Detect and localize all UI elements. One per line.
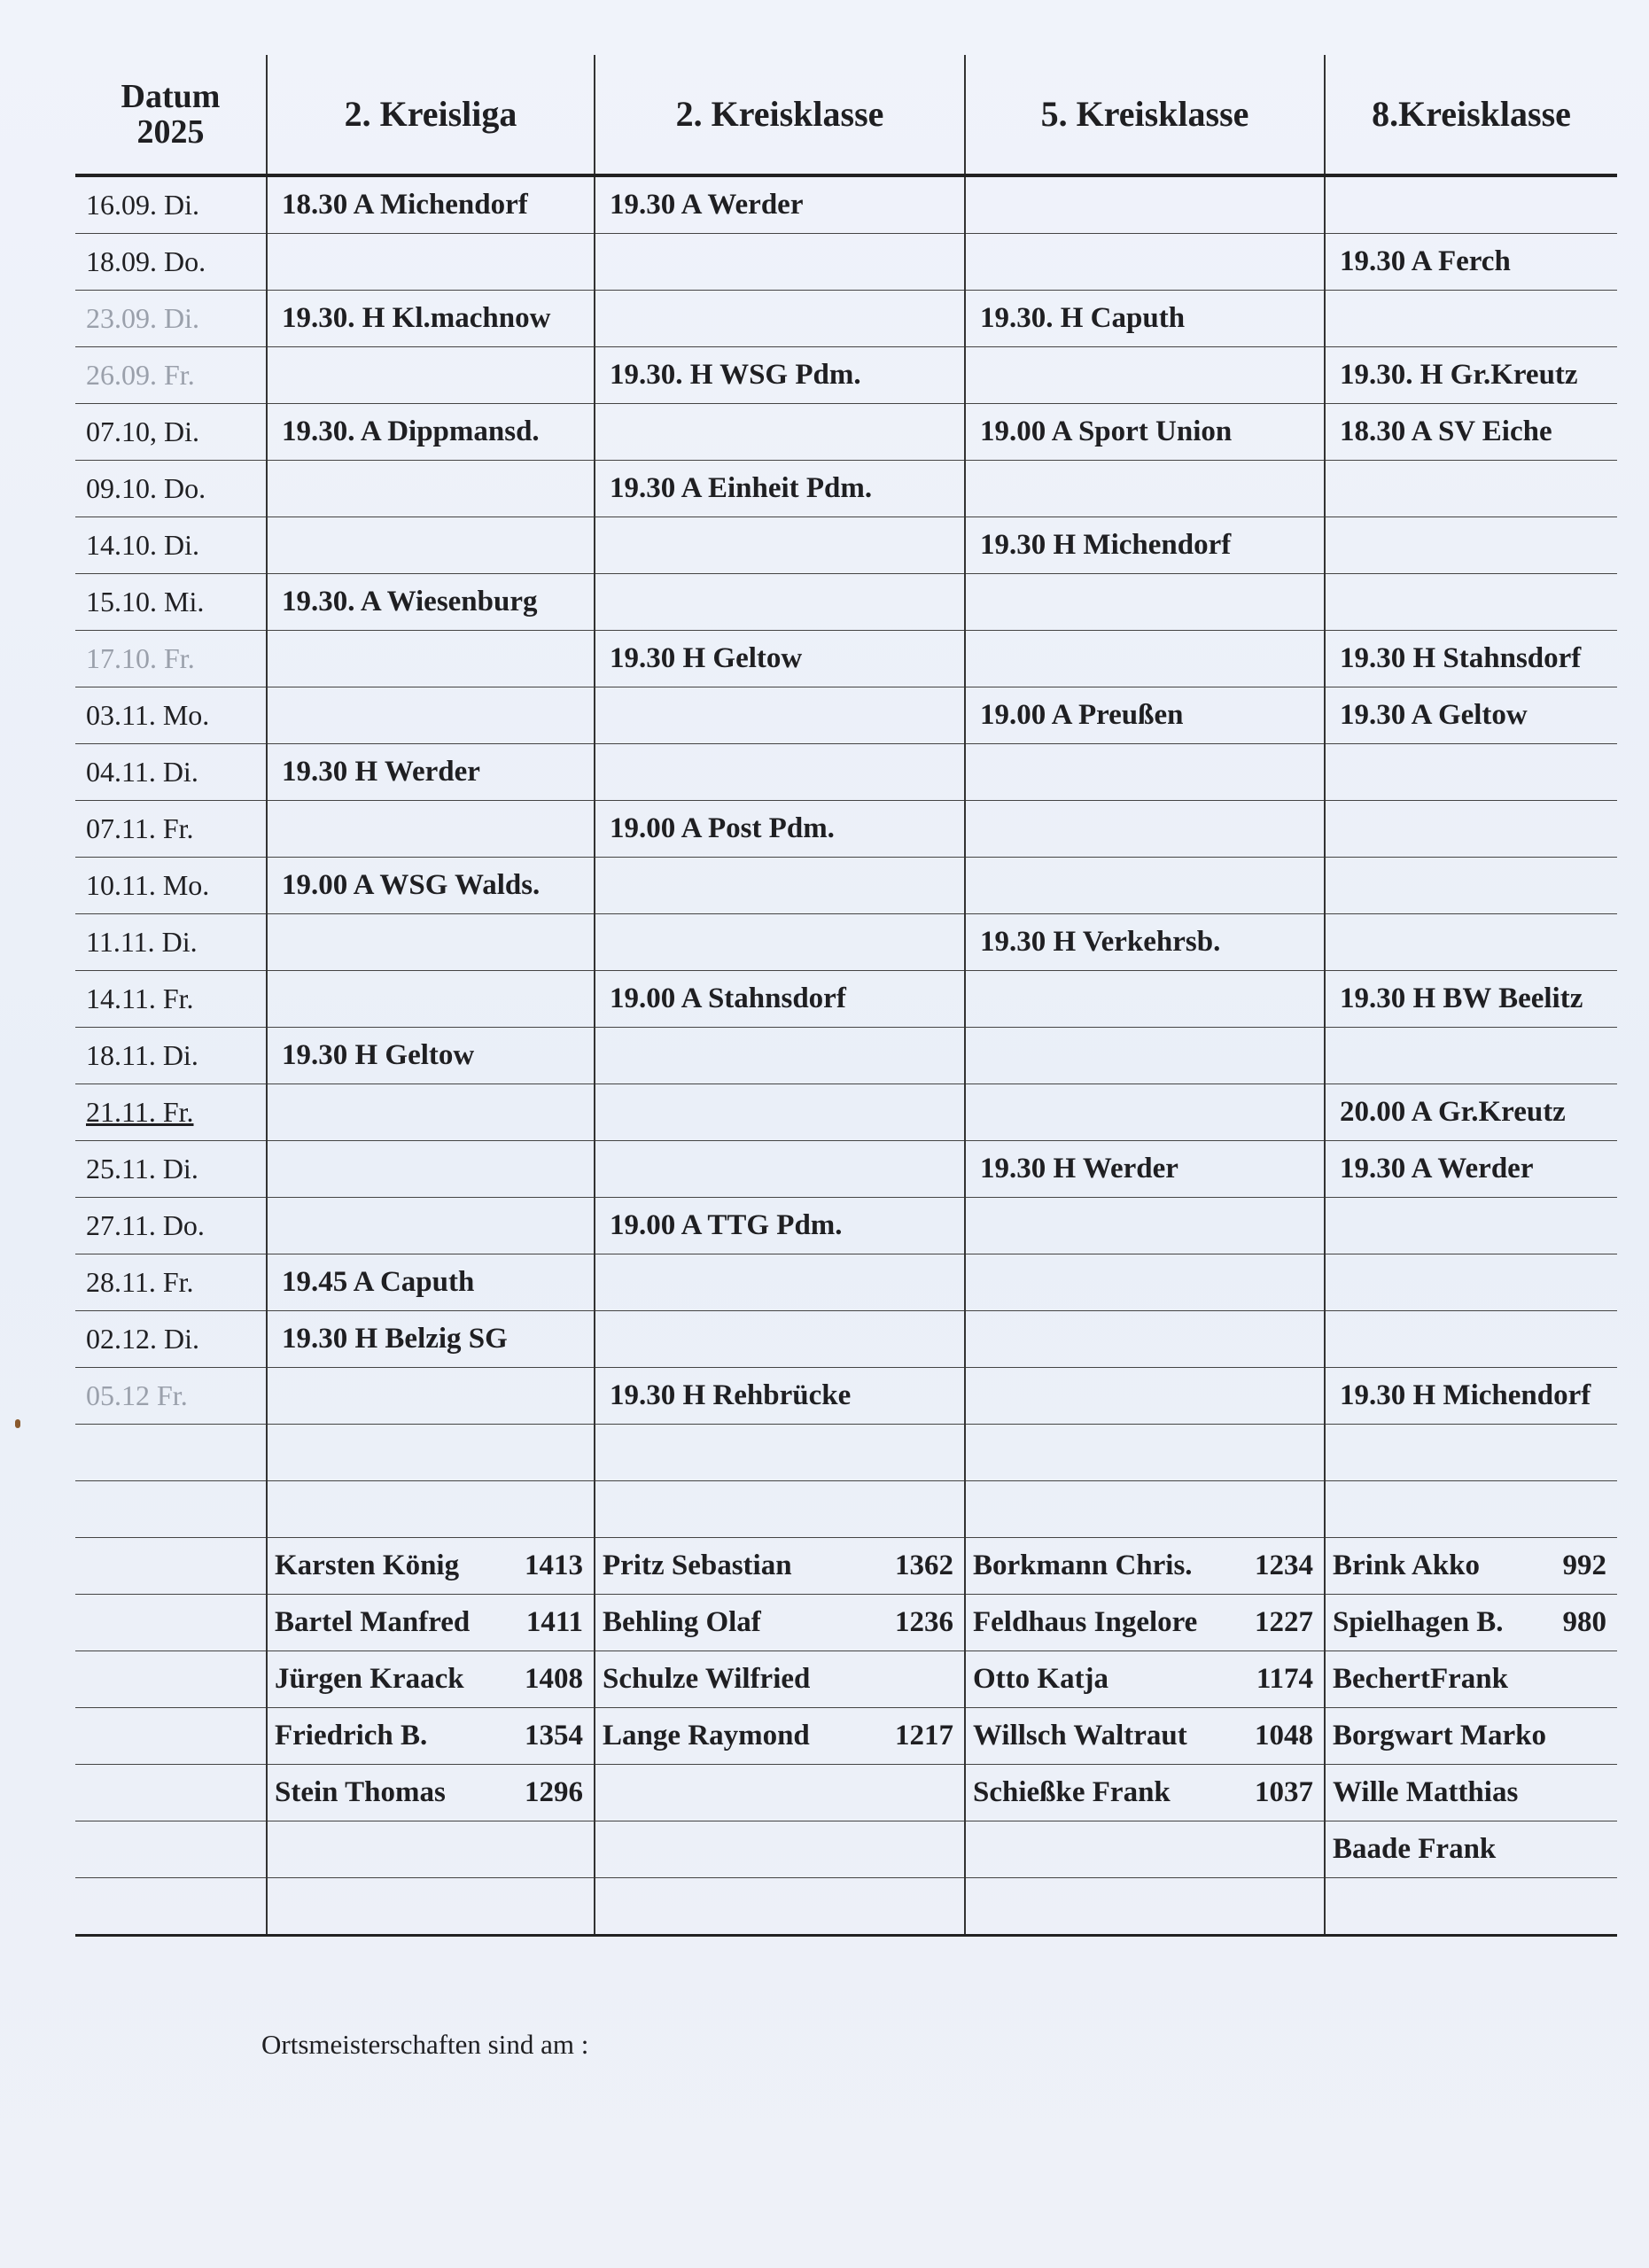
player-cell-kreisklasse-2 [595, 1765, 965, 1821]
player-name: Willsch Waltraut [973, 1720, 1187, 1751]
date-text: 15.10. Mi. [86, 586, 205, 617]
schedule-row [75, 631, 1617, 687]
player-entry [973, 1550, 1318, 1582]
player-row [75, 1708, 1617, 1765]
date-column-header [75, 55, 267, 175]
match-cell-kreisklasse-5: 19.30 H Verkehrsb. [965, 914, 1325, 971]
date-cell [75, 744, 267, 801]
schedule-row [75, 234, 1617, 291]
player-entry [1333, 1663, 1612, 1696]
header-kreisklasse-5: 5. Kreisklasse [965, 55, 1325, 175]
date-text: 21.11. Fr. [86, 1096, 194, 1128]
match-cell-kreisklasse-2: 19.00 A Stahnsdorf [595, 971, 965, 1028]
match-cell-kreisklasse-8 [1325, 801, 1617, 858]
date-cell [75, 631, 267, 687]
match-cell-kreisklasse-2 [595, 234, 965, 291]
match-cell-kreisklasse-8: 19.30 H Michendorf [1325, 1368, 1617, 1425]
match-cell-kreisklasse-5: 19.30 H Werder [965, 1141, 1325, 1198]
player-name: Karsten König [275, 1550, 460, 1581]
player-entry [275, 1720, 588, 1752]
match-cell-kreisliga-2: 19.30. A Wiesenburg [267, 574, 595, 631]
schedule-table [75, 55, 1617, 1937]
schedule-row [75, 1198, 1617, 1254]
match-cell-kreisklasse-8 [1325, 1254, 1617, 1311]
player-cell-kreisliga-2 [267, 1821, 595, 1878]
player-entry [275, 1776, 588, 1809]
date-cell [75, 1311, 267, 1368]
date-cell [75, 914, 267, 971]
player-name: Pritz Sebastian [603, 1550, 792, 1581]
match-cell-kreisklasse-5: 19.00 A Sport Union [965, 404, 1325, 461]
schedule-row [75, 1141, 1617, 1198]
player-cell-kreisklasse-8 [1325, 1651, 1617, 1708]
schedule-row [75, 1254, 1617, 1311]
date-text: 03.11. Mo. [86, 699, 210, 731]
player-cell-kreisklasse-5 [965, 1595, 1325, 1651]
date-header-line1: Datum [121, 78, 221, 115]
blank-cell [965, 1481, 1325, 1538]
date-text: 14.11. Fr. [86, 983, 194, 1014]
schedule-row [75, 1311, 1617, 1368]
player-rating: 1037 [1255, 1776, 1313, 1808]
player-name: Baade Frank [1333, 1833, 1497, 1865]
match-cell-kreisklasse-8 [1325, 1028, 1617, 1084]
date-text: 23.09. Di. [86, 302, 199, 334]
date-text: 16.09. Di. [86, 189, 199, 221]
player-cell-kreisklasse-5 [965, 1708, 1325, 1765]
match-cell-kreisliga-2 [267, 1084, 595, 1141]
match-cell-kreisklasse-2: 19.30 A Einheit Pdm. [595, 461, 965, 517]
schedule-row [75, 687, 1617, 744]
blank-row [75, 1878, 1617, 1936]
match-cell-kreisklasse-2 [595, 404, 965, 461]
player-cell-kreisklasse-8 [1325, 1595, 1617, 1651]
footer-note: Ortsmeisterschaften sind am : [261, 2029, 589, 2060]
schedule-row [75, 858, 1617, 914]
player-entry [1333, 1550, 1612, 1582]
blank-cell [75, 1765, 267, 1821]
match-cell-kreisklasse-2: 19.00 A TTG Pdm. [595, 1198, 965, 1254]
player-name: Schulze Wilfried [603, 1663, 811, 1695]
schedule-row [75, 175, 1617, 234]
player-cell-kreisliga-2 [267, 1765, 595, 1821]
date-text: 27.11. Do. [86, 1209, 205, 1241]
match-cell-kreisklasse-8 [1325, 914, 1617, 971]
match-cell-kreisklasse-8 [1325, 461, 1617, 517]
player-row [75, 1595, 1617, 1651]
match-cell-kreisklasse-2: 19.30. H WSG Pdm. [595, 347, 965, 404]
match-cell-kreisklasse-8 [1325, 175, 1617, 234]
match-cell-kreisklasse-2 [595, 517, 965, 574]
match-cell-kreisklasse-5: 19.30 H Michendorf [965, 517, 1325, 574]
match-cell-kreisklasse-8 [1325, 1198, 1617, 1254]
date-text: 17.10. Fr. [86, 642, 195, 674]
date-text: 18.09. Do. [86, 245, 206, 277]
schedule-row [75, 404, 1617, 461]
player-cell-kreisklasse-2 [595, 1538, 965, 1595]
player-cell-kreisliga-2 [267, 1595, 595, 1651]
date-cell [75, 404, 267, 461]
date-cell [75, 1084, 267, 1141]
blank-cell [1325, 1481, 1617, 1538]
match-cell-kreisklasse-8: 19.30. H Gr.Kreutz [1325, 347, 1617, 404]
player-row [75, 1765, 1617, 1821]
player-cell-kreisliga-2 [267, 1651, 595, 1708]
player-entry [275, 1606, 588, 1639]
schedule-row [75, 971, 1617, 1028]
match-cell-kreisliga-2 [267, 801, 595, 858]
date-cell [75, 1141, 267, 1198]
player-entry [603, 1720, 959, 1752]
player-rating: 992 [1562, 1550, 1606, 1581]
match-cell-kreisklasse-5 [965, 1368, 1325, 1425]
player-cell-kreisliga-2 [267, 1708, 595, 1765]
player-name: Behling Olaf [603, 1606, 761, 1638]
match-cell-kreisliga-2: 19.30 H Werder [267, 744, 595, 801]
schedule-row [75, 744, 1617, 801]
player-name: Borgwart Marko [1333, 1720, 1547, 1751]
blank-cell [75, 1538, 267, 1595]
blank-row [75, 1481, 1617, 1538]
player-cell-kreisliga-2 [267, 1538, 595, 1595]
player-name: BechertFrank [1333, 1663, 1508, 1695]
match-cell-kreisklasse-2: 19.00 A Post Pdm. [595, 801, 965, 858]
match-cell-kreisliga-2: 19.30 H Geltow [267, 1028, 595, 1084]
match-cell-kreisklasse-2 [595, 1254, 965, 1311]
player-entry [1333, 1776, 1612, 1809]
schedule-row [75, 1084, 1617, 1141]
date-cell [75, 291, 267, 347]
match-cell-kreisliga-2 [267, 1198, 595, 1254]
player-rating: 1227 [1255, 1606, 1313, 1638]
player-cell-kreisklasse-8 [1325, 1821, 1617, 1878]
player-entry [973, 1606, 1318, 1639]
blank-cell [595, 1481, 965, 1538]
player-cell-kreisklasse-2 [595, 1651, 965, 1708]
blank-cell [75, 1425, 267, 1481]
match-cell-kreisklasse-5 [965, 631, 1325, 687]
match-cell-kreisklasse-5 [965, 347, 1325, 404]
player-rating: 980 [1562, 1606, 1606, 1638]
paper-speck [15, 1419, 20, 1428]
match-cell-kreisklasse-8: 20.00 A Gr.Kreutz [1325, 1084, 1617, 1141]
player-name: Jürgen Kraack [275, 1663, 464, 1695]
match-cell-kreisklasse-2 [595, 858, 965, 914]
date-text: 28.11. Fr. [86, 1266, 194, 1298]
blank-cell [1325, 1878, 1617, 1936]
match-cell-kreisklasse-2 [595, 1028, 965, 1084]
blank-cell [595, 1425, 965, 1481]
match-cell-kreisklasse-2 [595, 1311, 965, 1368]
match-cell-kreisklasse-5: 19.30. H Caputh [965, 291, 1325, 347]
player-name: Bartel Manfred [275, 1606, 471, 1638]
header-kreisklasse-8: 8.Kreisklasse [1325, 55, 1617, 175]
schedule-row [75, 801, 1617, 858]
match-cell-kreisklasse-5 [965, 175, 1325, 234]
match-cell-kreisklasse-5 [965, 1311, 1325, 1368]
match-cell-kreisklasse-2 [595, 291, 965, 347]
player-rating: 1236 [895, 1606, 953, 1638]
player-entry [275, 1663, 588, 1696]
match-cell-kreisklasse-8 [1325, 574, 1617, 631]
player-name: Borkmann Chris. [973, 1550, 1193, 1581]
match-cell-kreisklasse-8 [1325, 744, 1617, 801]
match-cell-kreisklasse-2 [595, 744, 965, 801]
match-cell-kreisliga-2 [267, 517, 595, 574]
player-row [75, 1821, 1617, 1878]
match-cell-kreisklasse-5: 19.00 A Preußen [965, 687, 1325, 744]
player-rating: 1354 [525, 1720, 583, 1751]
match-cell-kreisklasse-5 [965, 744, 1325, 801]
match-cell-kreisliga-2: 19.30. H Kl.machnow [267, 291, 595, 347]
player-name: Stein Thomas [275, 1776, 446, 1808]
match-cell-kreisklasse-8: 19.30 A Geltow [1325, 687, 1617, 744]
match-cell-kreisklasse-5 [965, 971, 1325, 1028]
match-cell-kreisklasse-2 [595, 1141, 965, 1198]
player-cell-kreisklasse-5 [965, 1765, 1325, 1821]
match-cell-kreisliga-2 [267, 1368, 595, 1425]
match-cell-kreisliga-2 [267, 971, 595, 1028]
date-cell [75, 347, 267, 404]
match-cell-kreisklasse-5 [965, 234, 1325, 291]
player-cell-kreisklasse-2 [595, 1708, 965, 1765]
player-cell-kreisklasse-5 [965, 1821, 1325, 1878]
match-cell-kreisliga-2: 19.30 H Belzig SG [267, 1311, 595, 1368]
header-kreisklasse-2: 2. Kreisklasse [595, 55, 965, 175]
date-text: 18.11. Di. [86, 1039, 198, 1071]
player-name: Lange Raymond [603, 1720, 810, 1751]
blank-cell [267, 1425, 595, 1481]
player-name: Feldhaus Ingelore [973, 1606, 1198, 1638]
date-text: 02.12. Di. [86, 1323, 199, 1355]
date-text: 09.10. Do. [86, 472, 206, 504]
player-entry [1333, 1833, 1612, 1866]
schedule-row [75, 914, 1617, 971]
player-entry [973, 1776, 1318, 1809]
player-rating: 1413 [525, 1550, 583, 1581]
schedule-sheet [75, 55, 1617, 1937]
player-cell-kreisklasse-8 [1325, 1708, 1617, 1765]
match-cell-kreisklasse-2 [595, 1084, 965, 1141]
player-rating: 1048 [1255, 1720, 1313, 1751]
player-entry [603, 1663, 959, 1696]
player-name: Spielhagen B. [1333, 1606, 1504, 1638]
blank-cell [1325, 1425, 1617, 1481]
match-cell-kreisklasse-8: 19.30 A Ferch [1325, 234, 1617, 291]
date-cell [75, 517, 267, 574]
date-text: 11.11. Di. [86, 926, 198, 958]
date-text: 25.11. Di. [86, 1153, 198, 1184]
player-rating: 1234 [1255, 1550, 1313, 1581]
date-cell [75, 574, 267, 631]
date-text: 26.09. Fr. [86, 359, 195, 391]
blank-cell [595, 1878, 965, 1936]
player-rating: 1411 [525, 1606, 583, 1638]
date-text: 07.10, Di. [86, 416, 199, 447]
date-cell [75, 1028, 267, 1084]
match-cell-kreisklasse-8: 19.30 A Werder [1325, 1141, 1617, 1198]
player-name: Brink Akko [1333, 1550, 1480, 1581]
player-rating: 1408 [525, 1663, 583, 1695]
match-cell-kreisklasse-8 [1325, 517, 1617, 574]
blank-cell [75, 1878, 267, 1936]
match-cell-kreisliga-2 [267, 461, 595, 517]
player-cell-kreisklasse-5 [965, 1651, 1325, 1708]
player-entry [973, 1720, 1318, 1752]
blank-row [75, 1425, 1617, 1481]
blank-cell [75, 1821, 267, 1878]
match-cell-kreisklasse-5 [965, 574, 1325, 631]
match-cell-kreisliga-2: 19.00 A WSG Walds. [267, 858, 595, 914]
player-cell-kreisklasse-2 [595, 1595, 965, 1651]
schedule-row [75, 1368, 1617, 1425]
match-cell-kreisklasse-2 [595, 687, 965, 744]
date-cell [75, 801, 267, 858]
date-cell [75, 1198, 267, 1254]
player-entry [603, 1606, 959, 1639]
date-text: 04.11. Di. [86, 756, 198, 788]
header-row [75, 55, 1617, 175]
match-cell-kreisliga-2 [267, 1141, 595, 1198]
match-cell-kreisklasse-8 [1325, 1311, 1617, 1368]
match-cell-kreisliga-2 [267, 914, 595, 971]
schedule-row [75, 574, 1617, 631]
match-cell-kreisklasse-8: 18.30 A SV Eiche [1325, 404, 1617, 461]
match-cell-kreisliga-2 [267, 631, 595, 687]
date-cell [75, 1368, 267, 1425]
match-cell-kreisklasse-5 [965, 801, 1325, 858]
player-rating: 1174 [1256, 1663, 1313, 1695]
match-cell-kreisliga-2: 19.45 A Caputh [267, 1254, 595, 1311]
blank-cell [75, 1481, 267, 1538]
player-name: Otto Katja [973, 1663, 1109, 1695]
player-cell-kreisklasse-2 [595, 1821, 965, 1878]
blank-cell [267, 1878, 595, 1936]
date-cell [75, 858, 267, 914]
date-text: 14.10. Di. [86, 529, 199, 561]
player-rating: 1362 [895, 1550, 953, 1581]
date-cell [75, 687, 267, 744]
player-name: Schießke Frank [973, 1776, 1171, 1808]
schedule-row [75, 1028, 1617, 1084]
blank-cell [965, 1425, 1325, 1481]
player-cell-kreisklasse-8 [1325, 1538, 1617, 1595]
player-cell-kreisklasse-8 [1325, 1765, 1617, 1821]
match-cell-kreisliga-2 [267, 234, 595, 291]
match-cell-kreisklasse-2: 19.30 A Werder [595, 175, 965, 234]
date-cell [75, 175, 267, 234]
date-text: 07.11. Fr. [86, 812, 194, 844]
match-cell-kreisliga-2: 19.30. A Dippmansd. [267, 404, 595, 461]
schedule-row [75, 347, 1617, 404]
player-name: Wille Matthias [1333, 1776, 1519, 1808]
match-cell-kreisklasse-2 [595, 914, 965, 971]
date-cell [75, 234, 267, 291]
blank-cell [267, 1481, 595, 1538]
player-name: Friedrich B. [275, 1720, 428, 1751]
schedule-row [75, 461, 1617, 517]
match-cell-kreisklasse-5 [965, 1198, 1325, 1254]
match-cell-kreisklasse-5 [965, 1254, 1325, 1311]
match-cell-kreisliga-2 [267, 687, 595, 744]
match-cell-kreisklasse-2 [595, 574, 965, 631]
blank-cell [965, 1878, 1325, 1936]
match-cell-kreisklasse-8: 19.30 H BW Beelitz [1325, 971, 1617, 1028]
blank-cell [75, 1651, 267, 1708]
date-cell [75, 971, 267, 1028]
match-cell-kreisliga-2 [267, 347, 595, 404]
date-cell [75, 461, 267, 517]
date-text: 05.12 Fr. [86, 1379, 188, 1411]
header-kreisliga-2: 2. Kreisliga [267, 55, 595, 175]
player-cell-kreisklasse-5 [965, 1538, 1325, 1595]
blank-cell [75, 1708, 267, 1765]
match-cell-kreisklasse-5 [965, 858, 1325, 914]
match-cell-kreisklasse-2: 19.30 H Geltow [595, 631, 965, 687]
match-cell-kreisklasse-5 [965, 1084, 1325, 1141]
player-entry [973, 1663, 1318, 1696]
player-rating: 1296 [525, 1776, 583, 1808]
player-entry [1333, 1720, 1612, 1752]
match-cell-kreisklasse-8 [1325, 858, 1617, 914]
match-cell-kreisklasse-8: 19.30 H Stahnsdorf [1325, 631, 1617, 687]
match-cell-kreisklasse-2: 19.30 H Rehbrücke [595, 1368, 965, 1425]
player-row [75, 1651, 1617, 1708]
date-text: 10.11. Mo. [86, 869, 210, 901]
player-rating: 1217 [895, 1720, 953, 1751]
schedule-row [75, 517, 1617, 574]
player-entry [603, 1550, 959, 1582]
player-entry [275, 1550, 588, 1582]
blank-cell [75, 1595, 267, 1651]
date-header-line2: 2025 [136, 113, 205, 151]
player-row [75, 1538, 1617, 1595]
schedule-row [75, 291, 1617, 347]
match-cell-kreisklasse-5 [965, 1028, 1325, 1084]
match-cell-kreisklasse-5 [965, 461, 1325, 517]
player-entry [1333, 1606, 1612, 1639]
date-cell [75, 1254, 267, 1311]
match-cell-kreisliga-2: 18.30 A Michendorf [267, 175, 595, 234]
match-cell-kreisklasse-8 [1325, 291, 1617, 347]
